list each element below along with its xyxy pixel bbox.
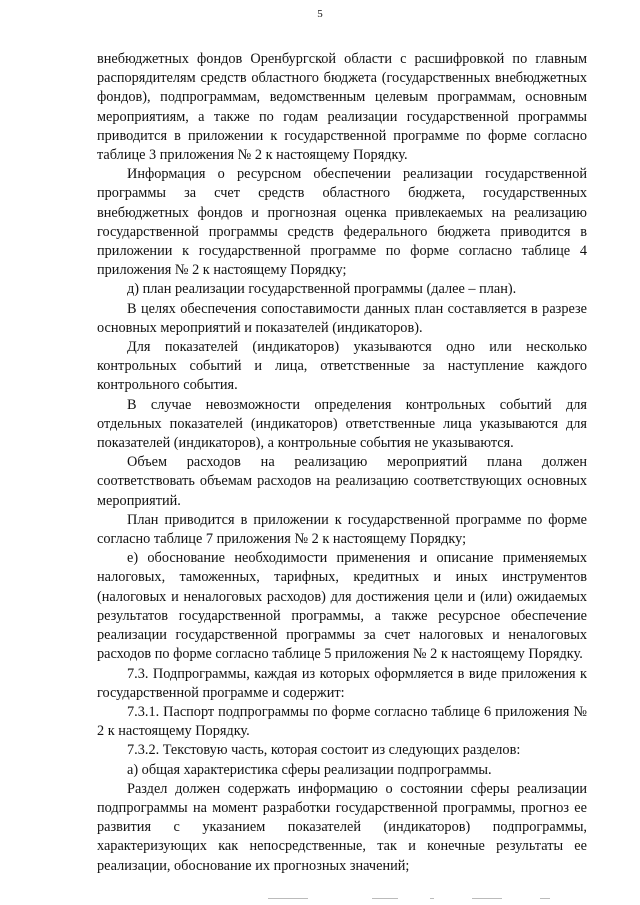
paragraph-expenses-volume: Объем расходов на реализацию мероприятий плана должен соответствовать объемам расходов на реализацию соответствующих основных мероприятий.	[97, 454, 587, 509]
scan-mark	[540, 898, 550, 899]
paragraph-plan-table-7: План приводится в приложении к государственной программе по форме согласно таблице 7 приложения № 2 к настоящему Порядку;	[97, 511, 587, 548]
scan-footer-marks	[0, 897, 640, 901]
paragraph-control-events-impossible: В случае невозможности определения контрольных событий для отдельных показателей (индикаторов) ответственные лица указываются для показателей (индикаторов), а контрольные события не указываются.	[97, 396, 587, 452]
scan-mark	[372, 898, 398, 899]
paragraph-resource-info: Информация о ресурсном обеспечении реализации государственной программы за счет средств областного бюджета, государственных внебюджетных фондов и прогнозная оценка привлекаемых на реализацию государственной программы средств федерального бюджета приводится в приложении к государственной программе по форме согласно таблице 4 приложения № 2 к настоящему Порядку;	[97, 166, 587, 279]
scan-mark	[472, 898, 502, 899]
document-body	[97, 50, 587, 876]
paragraph-7-3-2: 7.3.2. Текстовую часть, которая состоит из следующих разделов:	[127, 742, 521, 759]
page-number: 5	[317, 8, 323, 20]
paragraph-section-content: Раздел должен содержать информацию о состоянии сферы реализации подпрограммы на момент разработки государственной программы, прогноз ее развития с указанием показателей (индикаторов) подпрограммы, характеризующих как непосредственные, так и конечные результаты ее реализации, обоснование их прогнозных значений;	[97, 780, 587, 874]
paragraph-7-3-1: 7.3.1. Паспорт подпрограммы по форме согласно таблице 6 приложения № 2 к настоящему Порядку.	[97, 703, 587, 740]
paragraph-item-e: е) обоснование необходимости применения и описание применяемых налоговых, таможенных, тарифных, кредитных и иных инструментов (налоговых и неналоговых расходов) для достижения цели и (или) ожидаемых результатов государственной программы, а также ресурсное обеспечение реализации государственной программы за счет налоговых и неналоговых расходов по форме согласно таблице 5 приложения № 2 к настоящему Порядку.	[97, 550, 587, 663]
paragraph-plan-item-d: д) план реализации государственной программы (далее – план).	[127, 281, 517, 298]
paragraph-7-3: 7.3. Подпрограммы, каждая из которых оформляется в виде приложения к государственной программе и содержит:	[97, 665, 587, 701]
paragraph-control-events: Для показателей (индикаторов) указываются одно или несколько контрольных событий и лица, ответственные за наступление каждого контрольного события.	[97, 339, 587, 394]
paragraph-continuation: внебюджетных фондов Оренбургской области с расшифровкой по главным распорядителям средств областного бюджета (государственных внебюджетных фондов), подпрограммам, ведомственным целевым программам, основным мероприятиям, а также по годам реализации государственной программы приводится в приложении к государственной программе по форме согласно таблице 3 приложения № 2 к настоящему Порядку.	[97, 51, 587, 164]
paragraph-item-a: а) общая характеристика сферы реализации подпрограммы.	[127, 761, 492, 778]
scan-mark	[268, 898, 308, 899]
scan-mark	[430, 898, 434, 899]
paragraph-plan-comparability: В целях обеспечения сопоставимости данных план составляется в разрезе основных мероприятий и показателей (индикаторов).	[97, 300, 587, 336]
